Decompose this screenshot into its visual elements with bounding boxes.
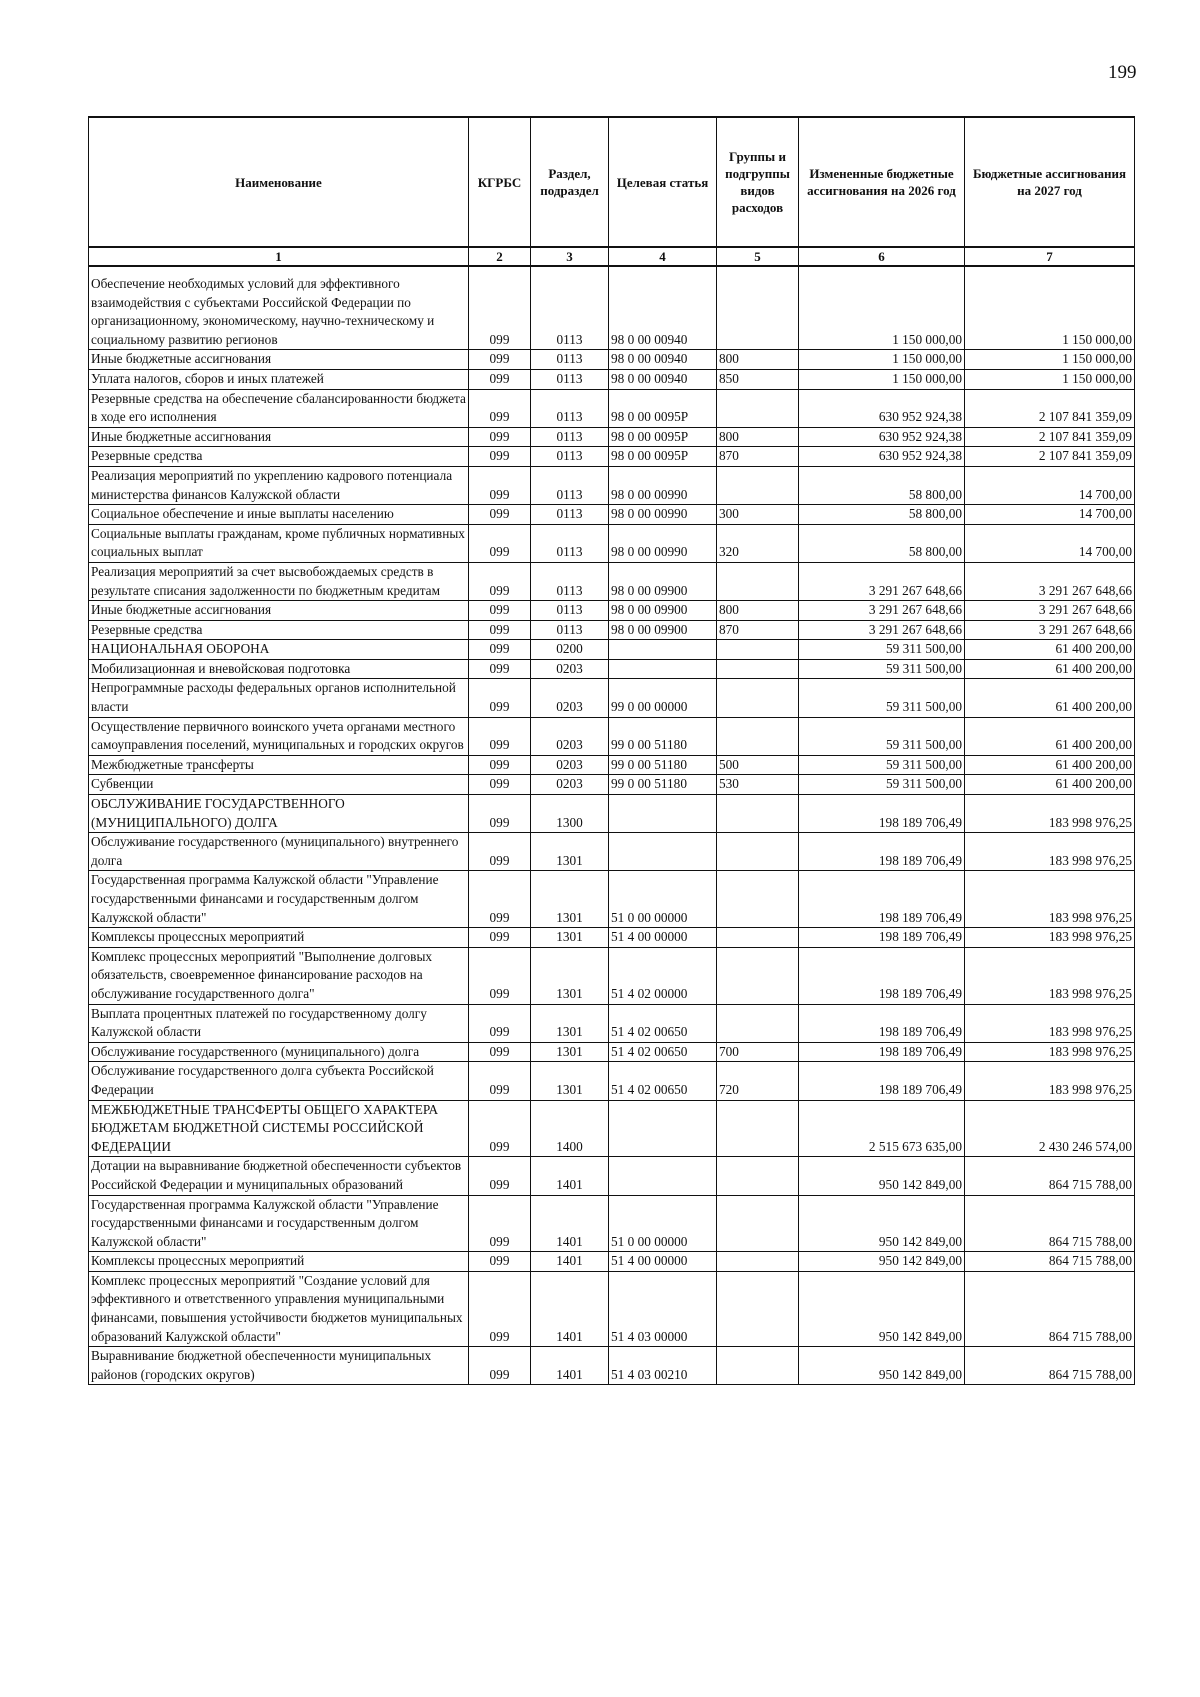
cell-target: 98 0 00 09900 xyxy=(609,620,717,640)
cell-kgrbs: 099 xyxy=(469,659,531,679)
table-row xyxy=(89,369,1135,389)
cell-kgrbs: 099 xyxy=(469,928,531,948)
column-number-row xyxy=(89,247,1135,266)
cell-vid xyxy=(717,640,799,660)
cell-target: 98 0 00 09900 xyxy=(609,562,717,600)
col-header-name: Наименование xyxy=(89,117,469,247)
cell-target: 99 0 00 51180 xyxy=(609,755,717,775)
cell-vid xyxy=(717,1271,799,1346)
cell-kgrbs: 099 xyxy=(469,1195,531,1252)
cell-target: 98 0 00 00990 xyxy=(609,505,717,525)
cell-amount-2026: 59 311 500,00 xyxy=(799,717,965,755)
cell-vid xyxy=(717,1347,799,1385)
cell-name: Иные бюджетные ассигнования xyxy=(89,427,469,447)
cell-kgrbs: 099 xyxy=(469,1042,531,1062)
cell-vid xyxy=(717,679,799,717)
table-row xyxy=(89,1062,1135,1100)
cell-amount-2027: 1 150 000,00 xyxy=(965,350,1135,370)
cell-razdel: 1301 xyxy=(531,947,609,1004)
cell-vid xyxy=(717,871,799,928)
cell-razdel: 0200 xyxy=(531,640,609,660)
table-row xyxy=(89,928,1135,948)
cell-target xyxy=(609,833,717,871)
cell-amount-2026: 950 142 849,00 xyxy=(799,1252,965,1272)
cell-amount-2026: 3 291 267 648,66 xyxy=(799,601,965,621)
cell-target: 99 0 00 00000 xyxy=(609,679,717,717)
col-header-2027: Бюджетные ассигнования на 2027 год xyxy=(965,117,1135,247)
cell-kgrbs: 099 xyxy=(469,427,531,447)
cell-amount-2026: 630 952 924,38 xyxy=(799,447,965,467)
table-row xyxy=(89,640,1135,660)
cell-amount-2027: 2 107 841 359,09 xyxy=(965,427,1135,447)
cell-amount-2026: 198 189 706,49 xyxy=(799,928,965,948)
cell-vid: 700 xyxy=(717,1042,799,1062)
cell-razdel: 0113 xyxy=(531,350,609,370)
cell-razdel: 0113 xyxy=(531,427,609,447)
cell-amount-2027: 864 715 788,00 xyxy=(965,1347,1135,1385)
cell-amount-2026: 198 189 706,49 xyxy=(799,1004,965,1042)
cell-razdel: 1301 xyxy=(531,1004,609,1042)
cell-amount-2026: 3 291 267 648,66 xyxy=(799,562,965,600)
cell-name: Реализация мероприятий по укреплению кадрового потенциала министерства финансов Калужской области xyxy=(89,466,469,504)
cell-kgrbs: 099 xyxy=(469,640,531,660)
cell-amount-2027: 864 715 788,00 xyxy=(965,1195,1135,1252)
cell-name: Комплексы процессных мероприятий xyxy=(89,928,469,948)
cell-razdel: 0113 xyxy=(531,266,609,350)
cell-razdel: 0113 xyxy=(531,505,609,525)
cell-vid xyxy=(717,562,799,600)
cell-amount-2027: 3 291 267 648,66 xyxy=(965,601,1135,621)
cell-amount-2026: 198 189 706,49 xyxy=(799,1062,965,1100)
table-body xyxy=(89,266,1135,1385)
cell-vid: 870 xyxy=(717,447,799,467)
cell-vid xyxy=(717,266,799,350)
cell-target: 98 0 00 0095Р xyxy=(609,447,717,467)
table-row xyxy=(89,266,1135,350)
cell-amount-2027: 61 400 200,00 xyxy=(965,679,1135,717)
col-header-target: Целевая статья xyxy=(609,117,717,247)
cell-kgrbs: 099 xyxy=(469,947,531,1004)
cell-target: 98 0 00 00990 xyxy=(609,524,717,562)
cell-razdel: 0203 xyxy=(531,659,609,679)
cell-kgrbs: 099 xyxy=(469,389,531,427)
cell-amount-2027: 183 998 976,25 xyxy=(965,871,1135,928)
cell-amount-2026: 59 311 500,00 xyxy=(799,659,965,679)
cell-name: Уплата налогов, сборов и иных платежей xyxy=(89,369,469,389)
cell-vid xyxy=(717,947,799,1004)
cell-target: 51 4 03 00000 xyxy=(609,1271,717,1346)
cell-kgrbs: 099 xyxy=(469,775,531,795)
cell-amount-2026: 950 142 849,00 xyxy=(799,1157,965,1195)
cell-amount-2027: 183 998 976,25 xyxy=(965,1042,1135,1062)
cell-amount-2026: 950 142 849,00 xyxy=(799,1195,965,1252)
cell-razdel: 0113 xyxy=(531,466,609,504)
cell-name: Государственная программа Калужской области "Управление государственными финансами и государственным долгом Калужской области" xyxy=(89,1195,469,1252)
cell-razdel: 1301 xyxy=(531,928,609,948)
cell-target: 51 4 02 00650 xyxy=(609,1042,717,1062)
cell-amount-2027: 61 400 200,00 xyxy=(965,640,1135,660)
table-row xyxy=(89,659,1135,679)
cell-amount-2027: 61 400 200,00 xyxy=(965,717,1135,755)
cell-name: Иные бюджетные ассигнования xyxy=(89,601,469,621)
table-row xyxy=(89,620,1135,640)
cell-razdel: 1401 xyxy=(531,1347,609,1385)
cell-target: 98 0 00 00940 xyxy=(609,266,717,350)
cell-name: Комплекс процессных мероприятий "Выполнение долговых обязательств, своевременное финансирование расходов на обслуживание государственного долга" xyxy=(89,947,469,1004)
cell-name: Мобилизационная и вневойсковая подготовка xyxy=(89,659,469,679)
cell-razdel: 1401 xyxy=(531,1252,609,1272)
cell-amount-2026: 630 952 924,38 xyxy=(799,389,965,427)
table-row xyxy=(89,1100,1135,1157)
cell-amount-2027: 183 998 976,25 xyxy=(965,795,1135,833)
cell-target xyxy=(609,795,717,833)
col-number: 6 xyxy=(799,247,965,266)
table-row xyxy=(89,947,1135,1004)
cell-name: ОБСЛУЖИВАНИЕ ГОСУДАРСТВЕННОГО (МУНИЦИПАЛЬНОГО) ДОЛГА xyxy=(89,795,469,833)
cell-kgrbs: 099 xyxy=(469,266,531,350)
cell-razdel: 0203 xyxy=(531,755,609,775)
cell-target: 51 4 03 00210 xyxy=(609,1347,717,1385)
cell-amount-2026: 2 515 673 635,00 xyxy=(799,1100,965,1157)
cell-razdel: 1400 xyxy=(531,1100,609,1157)
cell-vid xyxy=(717,466,799,504)
cell-name: Субвенции xyxy=(89,775,469,795)
cell-target: 51 0 00 00000 xyxy=(609,871,717,928)
cell-kgrbs: 099 xyxy=(469,1004,531,1042)
cell-amount-2027: 61 400 200,00 xyxy=(965,755,1135,775)
cell-name: Обслуживание государственного (муниципального) долга xyxy=(89,1042,469,1062)
cell-target: 98 0 00 00990 xyxy=(609,466,717,504)
cell-kgrbs: 099 xyxy=(469,833,531,871)
cell-razdel: 0203 xyxy=(531,775,609,795)
cell-kgrbs: 099 xyxy=(469,1157,531,1195)
cell-target xyxy=(609,1157,717,1195)
cell-razdel: 1300 xyxy=(531,795,609,833)
cell-name: Социальное обеспечение и иные выплаты населению xyxy=(89,505,469,525)
cell-amount-2026: 58 800,00 xyxy=(799,505,965,525)
cell-vid: 870 xyxy=(717,620,799,640)
cell-target xyxy=(609,1100,717,1157)
cell-razdel: 0113 xyxy=(531,447,609,467)
table-row xyxy=(89,505,1135,525)
table-row xyxy=(89,755,1135,775)
cell-vid xyxy=(717,795,799,833)
cell-amount-2026: 198 189 706,49 xyxy=(799,1042,965,1062)
cell-amount-2027: 3 291 267 648,66 xyxy=(965,562,1135,600)
col-header-kgrbs: КГРБС xyxy=(469,117,531,247)
cell-vid: 800 xyxy=(717,350,799,370)
cell-name: Обслуживание государственного долга субъекта Российской Федерации xyxy=(89,1062,469,1100)
cell-kgrbs: 099 xyxy=(469,1062,531,1100)
cell-amount-2027: 183 998 976,25 xyxy=(965,947,1135,1004)
cell-razdel: 0113 xyxy=(531,601,609,621)
cell-amount-2027: 2 430 246 574,00 xyxy=(965,1100,1135,1157)
cell-name: НАЦИОНАЛЬНАЯ ОБОРОНА xyxy=(89,640,469,660)
cell-amount-2027: 2 107 841 359,09 xyxy=(965,447,1135,467)
cell-razdel: 1301 xyxy=(531,1062,609,1100)
cell-name: Выплата процентных платежей по государственному долгу Калужской области xyxy=(89,1004,469,1042)
cell-razdel: 0113 xyxy=(531,389,609,427)
table-row xyxy=(89,679,1135,717)
table-row xyxy=(89,717,1135,755)
table-row xyxy=(89,1252,1135,1272)
col-number: 1 xyxy=(89,247,469,266)
cell-kgrbs: 099 xyxy=(469,350,531,370)
cell-vid: 530 xyxy=(717,775,799,795)
cell-vid xyxy=(717,1100,799,1157)
budget-table xyxy=(88,116,1135,1385)
cell-vid xyxy=(717,1252,799,1272)
cell-razdel: 0203 xyxy=(531,717,609,755)
cell-amount-2027: 1 150 000,00 xyxy=(965,369,1135,389)
cell-amount-2027: 14 700,00 xyxy=(965,505,1135,525)
col-number: 4 xyxy=(609,247,717,266)
cell-name: Обслуживание государственного (муниципального) внутреннего долга xyxy=(89,833,469,871)
cell-amount-2026: 59 311 500,00 xyxy=(799,640,965,660)
table-row xyxy=(89,466,1135,504)
cell-target xyxy=(609,659,717,679)
cell-target: 98 0 00 0095Р xyxy=(609,389,717,427)
cell-name: МЕЖБЮДЖЕТНЫЕ ТРАНСФЕРТЫ ОБЩЕГО ХАРАКТЕРА БЮДЖЕТАМ БЮДЖЕТНОЙ СИСТЕМЫ РОССИЙСКОЙ ФЕДЕРАЦИИ xyxy=(89,1100,469,1157)
cell-kgrbs: 099 xyxy=(469,1252,531,1272)
cell-razdel: 0203 xyxy=(531,679,609,717)
table-row xyxy=(89,1271,1135,1346)
cell-amount-2026: 59 311 500,00 xyxy=(799,755,965,775)
cell-amount-2026: 950 142 849,00 xyxy=(799,1347,965,1385)
cell-name: Социальные выплаты гражданам, кроме публичных нормативных социальных выплат xyxy=(89,524,469,562)
cell-razdel: 0113 xyxy=(531,524,609,562)
col-header-vid: Группы и подгруппы видов расходов xyxy=(717,117,799,247)
table-row xyxy=(89,795,1135,833)
cell-amount-2026: 58 800,00 xyxy=(799,524,965,562)
table-row xyxy=(89,1195,1135,1252)
table-row xyxy=(89,601,1135,621)
cell-target: 51 4 02 00650 xyxy=(609,1062,717,1100)
table-row xyxy=(89,1004,1135,1042)
cell-razdel: 1301 xyxy=(531,1042,609,1062)
cell-vid xyxy=(717,659,799,679)
cell-name: Дотации на выравнивание бюджетной обеспеченности субъектов Российской Федерации и муниципальных образований xyxy=(89,1157,469,1195)
cell-name: Государственная программа Калужской области "Управление государственными финансами и государственным долгом Калужской области" xyxy=(89,871,469,928)
cell-amount-2026: 198 189 706,49 xyxy=(799,871,965,928)
cell-vid: 800 xyxy=(717,601,799,621)
col-header-razdel: Раздел, подраздел xyxy=(531,117,609,247)
cell-kgrbs: 099 xyxy=(469,505,531,525)
cell-amount-2027: 183 998 976,25 xyxy=(965,928,1135,948)
cell-vid xyxy=(717,928,799,948)
cell-amount-2026: 198 189 706,49 xyxy=(799,947,965,1004)
cell-amount-2026: 1 150 000,00 xyxy=(799,350,965,370)
table-row xyxy=(89,833,1135,871)
col-header-2026: Измененные бюджетные ассигнования на 2026 год xyxy=(799,117,965,247)
cell-amount-2026: 198 189 706,49 xyxy=(799,795,965,833)
cell-amount-2027: 864 715 788,00 xyxy=(965,1157,1135,1195)
cell-razdel: 1401 xyxy=(531,1157,609,1195)
cell-vid: 320 xyxy=(717,524,799,562)
table-row xyxy=(89,1347,1135,1385)
cell-amount-2026: 59 311 500,00 xyxy=(799,679,965,717)
cell-amount-2027: 14 700,00 xyxy=(965,466,1135,504)
table-row xyxy=(89,562,1135,600)
cell-amount-2027: 1 150 000,00 xyxy=(965,266,1135,350)
cell-target: 51 0 00 00000 xyxy=(609,1195,717,1252)
cell-amount-2026: 59 311 500,00 xyxy=(799,775,965,795)
table-row xyxy=(89,447,1135,467)
cell-vid: 720 xyxy=(717,1062,799,1100)
cell-razdel: 0113 xyxy=(531,620,609,640)
col-number: 3 xyxy=(531,247,609,266)
cell-vid: 800 xyxy=(717,427,799,447)
cell-name: Реализация мероприятий за счет высвобождаемых средств в результате списания задолженности по бюджетным кредитам xyxy=(89,562,469,600)
cell-name: Иные бюджетные ассигнования xyxy=(89,350,469,370)
col-number: 7 xyxy=(965,247,1135,266)
cell-amount-2027: 864 715 788,00 xyxy=(965,1252,1135,1272)
cell-amount-2027: 61 400 200,00 xyxy=(965,659,1135,679)
cell-vid xyxy=(717,717,799,755)
cell-kgrbs: 099 xyxy=(469,620,531,640)
cell-vid: 850 xyxy=(717,369,799,389)
cell-amount-2026: 1 150 000,00 xyxy=(799,266,965,350)
table-row xyxy=(89,775,1135,795)
cell-target: 98 0 00 09900 xyxy=(609,601,717,621)
table-row xyxy=(89,1157,1135,1195)
cell-kgrbs: 099 xyxy=(469,871,531,928)
cell-name: Непрограммные расходы федеральных органов исполнительной власти xyxy=(89,679,469,717)
cell-target: 99 0 00 51180 xyxy=(609,775,717,795)
cell-razdel: 0113 xyxy=(531,369,609,389)
cell-name: Комплекс процессных мероприятий "Создание условий для эффективного и ответственного управления муниципальными финансами, повышения устойчивости бюджетов муниципальных образований Калужской области" xyxy=(89,1271,469,1346)
table-row xyxy=(89,427,1135,447)
cell-kgrbs: 099 xyxy=(469,1100,531,1157)
cell-name: Межбюджетные трансферты xyxy=(89,755,469,775)
cell-vid: 500 xyxy=(717,755,799,775)
cell-amount-2026: 3 291 267 648,66 xyxy=(799,620,965,640)
cell-name: Резервные средства на обеспечение сбалансированности бюджета в ходе его исполнения xyxy=(89,389,469,427)
cell-kgrbs: 099 xyxy=(469,1347,531,1385)
cell-target: 51 4 00 00000 xyxy=(609,1252,717,1272)
cell-amount-2027: 183 998 976,25 xyxy=(965,833,1135,871)
cell-target: 99 0 00 51180 xyxy=(609,717,717,755)
col-number: 5 xyxy=(717,247,799,266)
table-row xyxy=(89,871,1135,928)
table-row xyxy=(89,350,1135,370)
cell-name: Комплексы процессных мероприятий xyxy=(89,1252,469,1272)
cell-target: 98 0 00 0095Р xyxy=(609,427,717,447)
cell-amount-2026: 630 952 924,38 xyxy=(799,427,965,447)
cell-kgrbs: 099 xyxy=(469,601,531,621)
table-row xyxy=(89,1042,1135,1062)
cell-amount-2027: 14 700,00 xyxy=(965,524,1135,562)
cell-target: 51 4 02 00650 xyxy=(609,1004,717,1042)
cell-name: Резервные средства xyxy=(89,620,469,640)
cell-kgrbs: 099 xyxy=(469,679,531,717)
cell-kgrbs: 099 xyxy=(469,562,531,600)
cell-kgrbs: 099 xyxy=(469,466,531,504)
cell-kgrbs: 099 xyxy=(469,447,531,467)
cell-kgrbs: 099 xyxy=(469,795,531,833)
cell-razdel: 1301 xyxy=(531,871,609,928)
page-number: 199 xyxy=(1108,62,1137,83)
cell-kgrbs: 099 xyxy=(469,1271,531,1346)
cell-amount-2026: 950 142 849,00 xyxy=(799,1271,965,1346)
cell-vid xyxy=(717,1004,799,1042)
cell-amount-2026: 58 800,00 xyxy=(799,466,965,504)
cell-target xyxy=(609,640,717,660)
cell-vid xyxy=(717,1195,799,1252)
table-row xyxy=(89,389,1135,427)
cell-kgrbs: 099 xyxy=(469,369,531,389)
cell-amount-2027: 3 291 267 648,66 xyxy=(965,620,1135,640)
cell-kgrbs: 099 xyxy=(469,524,531,562)
cell-vid xyxy=(717,833,799,871)
cell-name: Обеспечение необходимых условий для эффективного взаимодействия с субъектами Российской Федерации по организационному, экономическому, научно-техническому и социальному развитию регионов xyxy=(89,266,469,350)
cell-target: 98 0 00 00940 xyxy=(609,369,717,389)
cell-amount-2027: 2 107 841 359,09 xyxy=(965,389,1135,427)
cell-amount-2027: 183 998 976,25 xyxy=(965,1062,1135,1100)
table-header-row xyxy=(89,117,1135,247)
cell-target: 51 4 00 00000 xyxy=(609,928,717,948)
cell-amount-2027: 864 715 788,00 xyxy=(965,1271,1135,1346)
cell-name: Резервные средства xyxy=(89,447,469,467)
cell-name: Осуществление первичного воинского учета органами местного самоуправления поселений, муниципальных и городских округов xyxy=(89,717,469,755)
cell-kgrbs: 099 xyxy=(469,717,531,755)
cell-target: 98 0 00 00940 xyxy=(609,350,717,370)
cell-amount-2026: 1 150 000,00 xyxy=(799,369,965,389)
cell-amount-2027: 183 998 976,25 xyxy=(965,1004,1135,1042)
cell-vid: 300 xyxy=(717,505,799,525)
cell-kgrbs: 099 xyxy=(469,755,531,775)
table-row xyxy=(89,524,1135,562)
cell-razdel: 1401 xyxy=(531,1195,609,1252)
cell-amount-2026: 198 189 706,49 xyxy=(799,833,965,871)
cell-vid xyxy=(717,1157,799,1195)
cell-vid xyxy=(717,389,799,427)
cell-amount-2027: 61 400 200,00 xyxy=(965,775,1135,795)
cell-razdel: 0113 xyxy=(531,562,609,600)
col-number: 2 xyxy=(469,247,531,266)
cell-target: 51 4 02 00000 xyxy=(609,947,717,1004)
cell-name: Выравнивание бюджетной обеспеченности муниципальных районов (городских округов) xyxy=(89,1347,469,1385)
cell-razdel: 1301 xyxy=(531,833,609,871)
cell-razdel: 1401 xyxy=(531,1271,609,1346)
